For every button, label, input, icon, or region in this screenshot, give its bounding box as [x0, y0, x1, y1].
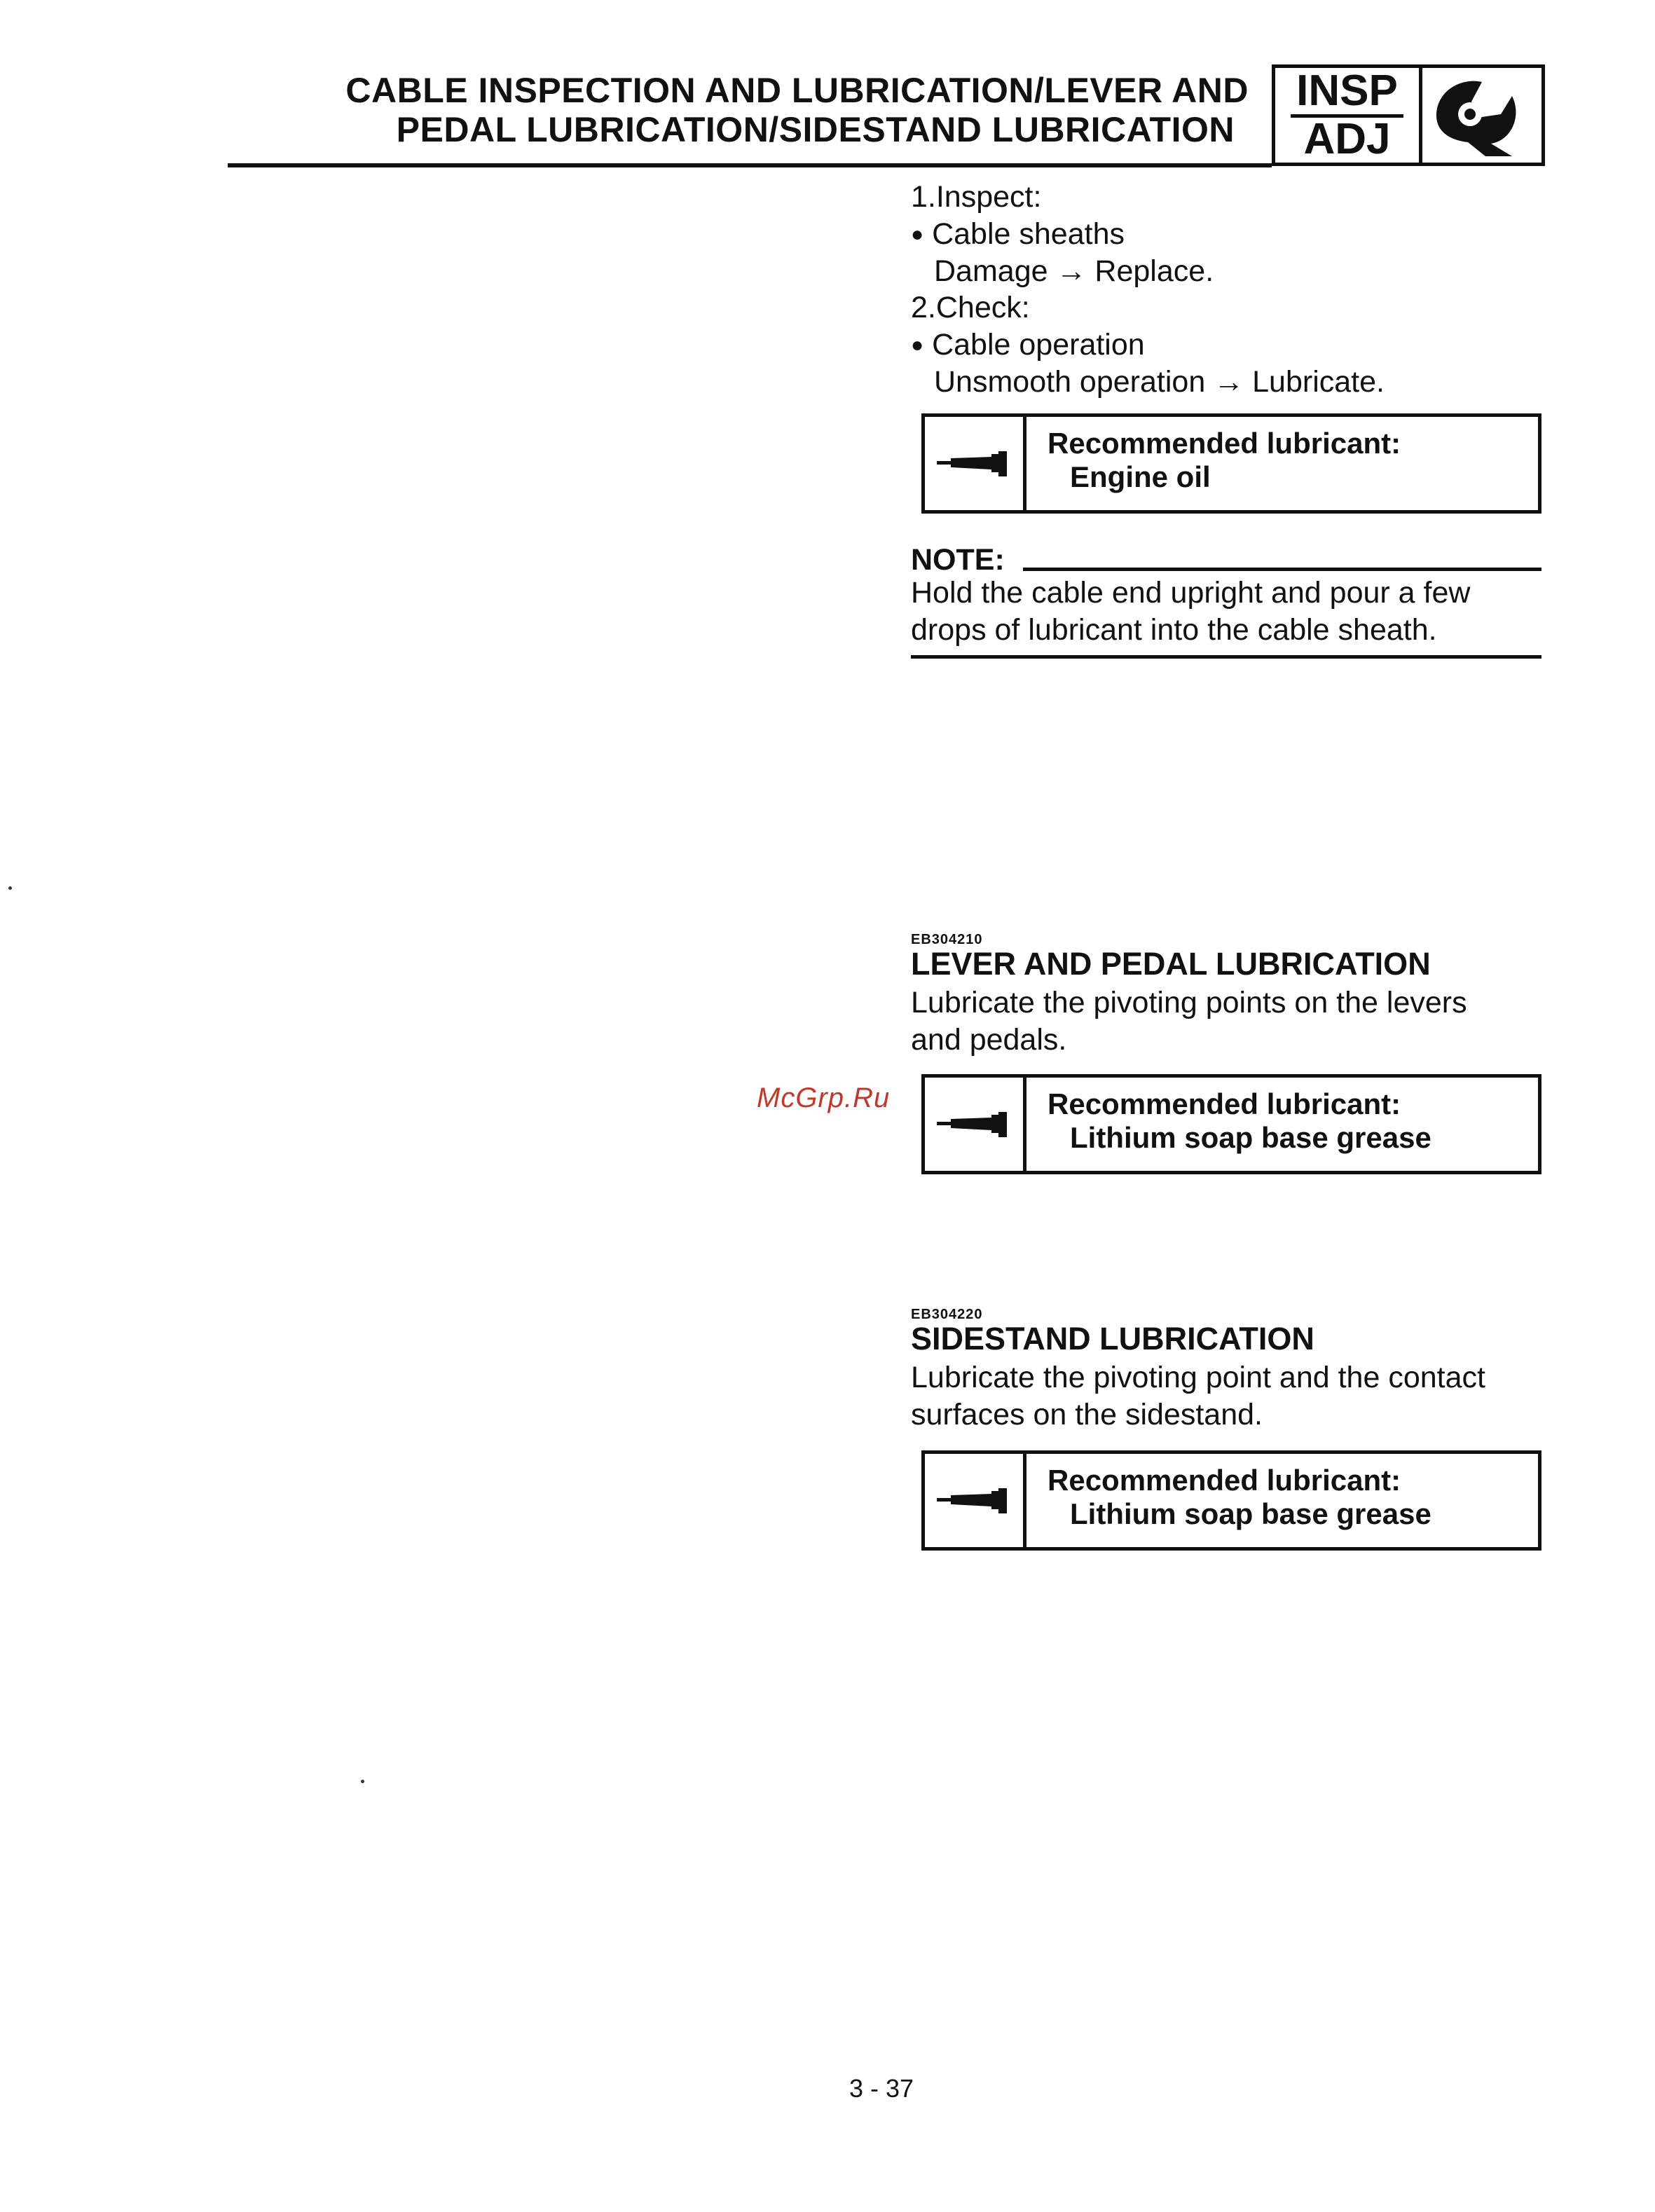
lubricant-value: Engine oil — [1070, 460, 1211, 493]
page-number: 3 - 37 — [849, 2074, 914, 2103]
note-rule-bottom — [911, 655, 1541, 659]
step-inspect: 1.Inspect: — [911, 180, 1042, 214]
lubricant-label: Recommended lubricant: — [1048, 1087, 1401, 1120]
grease-gun-icon — [925, 1454, 1026, 1547]
note-rule-top — [1023, 568, 1541, 571]
section-code: EB304210 — [911, 932, 983, 947]
badge-insp: INSP — [1291, 69, 1403, 118]
scan-speck — [8, 886, 12, 890]
lubricant-label: Recommended lubricant: — [1048, 1464, 1401, 1497]
sidestand-text-line-1: Lubricate the pivoting point and the contact — [911, 1361, 1485, 1394]
scan-speck — [361, 1780, 364, 1783]
bullet-icon: ● — [911, 334, 924, 357]
lubricant-value: Lithium soap base grease — [1070, 1121, 1431, 1154]
badge-adj: ADJ — [1303, 115, 1391, 163]
grease-gun-icon — [925, 1078, 1026, 1171]
lever-text-line-2: and pedals. — [911, 1023, 1067, 1057]
lubricant-box-sidestand — [921, 1450, 1541, 1551]
item-cable-operation: Cable operation — [932, 328, 1145, 362]
bullet-item — [911, 216, 1125, 256]
lubricant-box-lever — [921, 1074, 1541, 1174]
watermark: McGrp.Ru — [757, 1083, 891, 1113]
section-badge — [1272, 64, 1545, 166]
section-code: EB304220 — [911, 1307, 983, 1322]
item-action: Damage → Replace. — [934, 254, 1214, 288]
note-label: NOTE: — [911, 543, 1005, 577]
note-text-line-2: drops of lubricant into the cable sheath. — [911, 613, 1437, 647]
section-title-lever: LEVER AND PEDAL LUBRICATION — [911, 946, 1431, 982]
lubricant-label: Recommended lubricant: — [1048, 427, 1401, 460]
page-title-line-2: PEDAL LUBRICATION/SIDESTAND LUBRICATION — [396, 110, 1235, 149]
wrench-icon — [1422, 68, 1541, 163]
step-check: 2.Check: — [911, 291, 1030, 324]
lubricant-value: Lithium soap base grease — [1070, 1497, 1431, 1530]
note-text-line-1: Hold the cable end upright and pour a few — [911, 576, 1471, 610]
bullet-item — [911, 327, 1145, 366]
sidestand-text-line-2: surfaces on the sidestand. — [911, 1398, 1263, 1431]
bullet-icon: ● — [911, 223, 924, 246]
page-title-line-1: CABLE INSPECTION AND LUBRICATION/LEVER AND — [345, 71, 1249, 110]
grease-gun-icon — [925, 417, 1026, 510]
section-title-sidestand: SIDESTAND LUBRICATION — [911, 1321, 1314, 1356]
badge-text — [1275, 68, 1422, 163]
lever-text-line-1: Lubricate the pivoting points on the levers — [911, 986, 1467, 1019]
item-cable-sheaths: Cable sheaths — [932, 217, 1125, 251]
header-rule — [228, 163, 1272, 167]
lubricant-box-engine-oil — [921, 413, 1541, 514]
item-action: Unsmooth operation → Lubricate. — [934, 365, 1385, 399]
